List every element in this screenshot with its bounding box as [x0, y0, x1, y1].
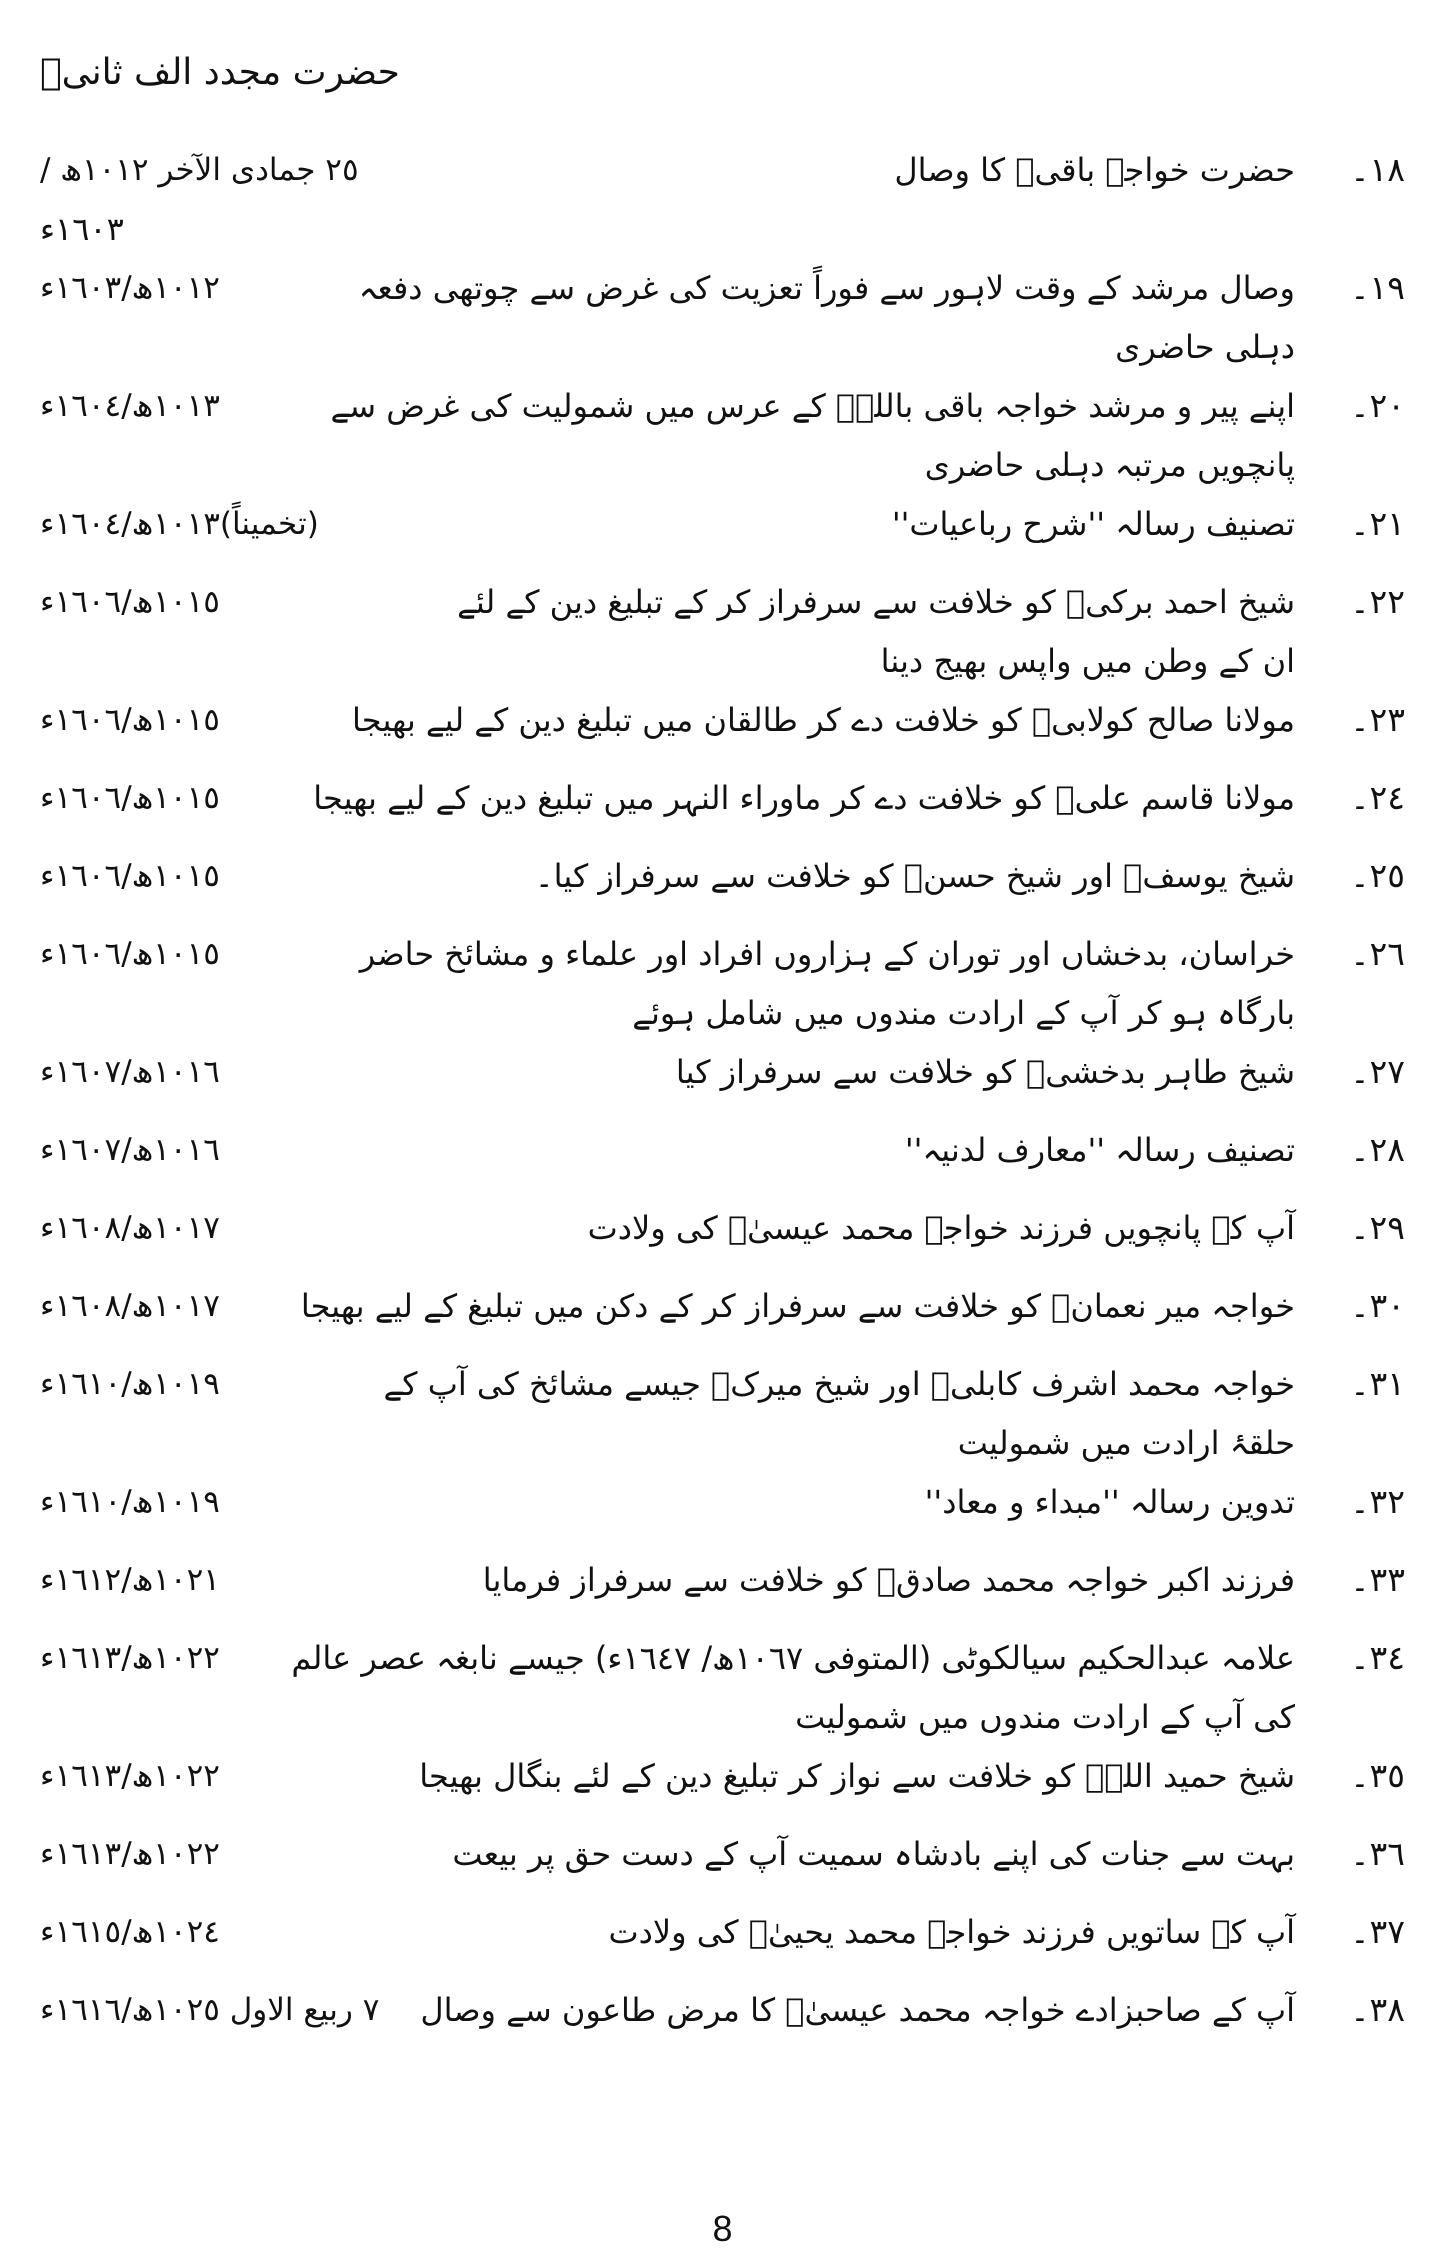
entry-continuation: ان کے وطن میں واپس بھیج دینا: [880, 642, 1295, 680]
entry-row: [40, 1550, 1295, 1610]
entry-row: [40, 1980, 1295, 2040]
entry-continuation: پانچویں مرتبہ دہلی حاضری: [924, 446, 1295, 484]
chronology-entry: [0, 1198, 1445, 1276]
chronology-entry: [0, 1472, 1445, 1550]
entry-event: شیخ احمد برکیؒ کو خلافت سے سرفراز کر کے تبلیغ دین کے لئے: [457, 583, 1295, 621]
chronology-entry: [0, 1902, 1445, 1980]
entry-number: ٣٦۔: [1350, 1834, 1405, 1873]
entry-date: ١٠١٥ھ/١٦٠٦ء: [40, 936, 220, 972]
entry-number: ٢٢۔: [1350, 582, 1405, 621]
entry-event: خواجہ میر نعمانؒ کو خلافت سے سرفراز کر کے دکن میں تبلیغ کے لیے بھیجا: [300, 1287, 1295, 1325]
entry-row: [40, 1042, 1295, 1102]
chronology-entry: [0, 1042, 1445, 1120]
entry-event: شیخ حمید اللہؒ کو خلافت سے نواز کر تبلیغ دین کے لئے بنگال بھیجا: [419, 1757, 1295, 1795]
chronology-entry: [0, 1354, 1445, 1472]
chronology-entry: [0, 494, 1445, 572]
entry-number: ٣٤۔: [1350, 1638, 1405, 1677]
chronology-entry: [0, 1746, 1445, 1824]
entry-date: ١٠١٦ھ/١٦٠٧ء: [40, 1054, 220, 1090]
chronology-entry: [0, 1120, 1445, 1198]
entry-event: علامہ عبدالحکیم سیالکوٹی (المتوفی ١٠٦٧ھ/ ١٦٤٧ء) جیسے نابغہ عصر عالم: [291, 1639, 1295, 1677]
entry-row: [40, 1354, 1295, 1414]
chronology-entry: [0, 690, 1445, 768]
entry-event: تصنیف رسالہ ''شرح رباعیات'': [891, 505, 1295, 543]
entry-row: [40, 1276, 1295, 1336]
chronology-entry: [0, 1824, 1445, 1902]
entry-date: ١٠١٥ھ/١٦٠٦ء: [40, 780, 220, 816]
entry-number: ٣٥۔: [1350, 1756, 1405, 1795]
entry-number: ٢٠۔: [1350, 386, 1405, 425]
entry-row: [40, 1902, 1295, 1962]
entry-row: [40, 494, 1295, 554]
entry-continuation: کی آپ کے ارادت مندوں میں شمولیت: [795, 1698, 1295, 1736]
entry-row: [40, 1472, 1295, 1532]
entry-date: ١٠٢٤ھ/١٦١٥ء: [40, 1914, 220, 1950]
entry-date: ١٠١٣ھ/١٦٠٤ء: [40, 388, 220, 424]
entry-event: حضرت خواجہ باقیؒ کا وصال: [894, 151, 1295, 189]
entry-date: ١٠٢٢ھ/١٦١٣ء: [40, 1758, 220, 1794]
entry-number: ١٨۔: [1350, 150, 1405, 189]
entry-date: ١٠١٥ھ/١٦٠٦ء: [40, 584, 220, 620]
entry-date: ١٠٢٢ھ/١٦١٣ء: [40, 1836, 220, 1872]
running-head: حضرت مجدد الف ثانیؒ: [40, 52, 400, 93]
entry-date-continuation: ١٦٠٣ء: [40, 210, 124, 248]
chronology-entry: [0, 1980, 1445, 2058]
entry-date: ١٠١٢ھ/١٦٠٣ء: [40, 270, 220, 306]
entry-row: [40, 690, 1295, 750]
entry-date: (تخمیناً)١٠١٣ھ/١٦٠٤ء: [40, 506, 319, 542]
entry-row: [40, 1628, 1295, 1688]
chronology-list: [0, 140, 1445, 2058]
entry-event: بہت سے جنات کی اپنے بادشاہ سمیت آپ کے دست حق پر بیعت: [452, 1835, 1295, 1873]
entry-number: ٣٢۔: [1350, 1482, 1405, 1521]
entry-number: ٢٣۔: [1350, 700, 1405, 739]
entry-event: اپنے پیر و مرشد خواجہ باقی باللہؒ کے عرس میں شمولیت کی غرض سے: [330, 387, 1295, 425]
chronology-entry: [0, 1276, 1445, 1354]
entry-number: ٣١۔: [1350, 1364, 1405, 1403]
entry-row: [40, 1824, 1295, 1884]
entry-row: [40, 1120, 1295, 1180]
entry-number: ١٩۔: [1350, 268, 1405, 307]
chronology-entry: [0, 140, 1445, 258]
entry-date: ١٠١٧ھ/١٦٠٨ء: [40, 1288, 220, 1324]
entry-number: ٢١۔: [1350, 504, 1405, 543]
entry-date: ١٠١٥ھ/١٦٠٦ء: [40, 858, 220, 894]
chronology-entry: [0, 1628, 1445, 1746]
entry-date: ٧ ربیع الاول ١٠٢٥ھ/١٦١٦ء: [40, 1992, 380, 2028]
entry-event: آپ کے پانچویں فرزند خواجہ محمد عیسیٰؒ کی ولادت: [587, 1209, 1295, 1247]
chronology-entry: [0, 258, 1445, 376]
entry-row: [40, 846, 1295, 906]
entry-row: [40, 768, 1295, 828]
entry-number: ٢٥۔: [1350, 856, 1405, 895]
entry-event: وصال مرشد کے وقت لاہور سے فوراً تعزیت کی غرض سے چوتھی دفعہ: [358, 269, 1295, 307]
entry-row: [40, 258, 1295, 318]
entry-event: تصنیف رسالہ ''معارف لدنیہ'': [904, 1131, 1295, 1169]
entry-event: خراسان، بدخشاں اور توران کے ہزاروں افراد اور علماء و مشائخ حاضر: [359, 935, 1295, 973]
entry-number: ٢٧۔: [1350, 1052, 1405, 1091]
entry-number: ٣٣۔: [1350, 1560, 1405, 1599]
chronology-entry: [0, 924, 1445, 1042]
entry-event: تدوین رسالہ ''مبداء و معاد'': [924, 1483, 1295, 1521]
chronology-entry: [0, 846, 1445, 924]
chronology-entry: [0, 768, 1445, 846]
entry-date: ١٠٢١ھ/١٦١٢ء: [40, 1562, 220, 1598]
entry-date: ١٠١٥ھ/١٦٠٦ء: [40, 702, 220, 738]
entry-number: ٣٨۔: [1350, 1990, 1405, 2029]
entry-event: مولانا قاسم علیؒ کو خلافت دے کر ماوراء النہر میں تبلیغ دین کے لیے بھیجا: [313, 779, 1295, 817]
entry-event: فرزند اکبر خواجہ محمد صادقؒ کو خلافت سے سرفراز فرمایا: [482, 1561, 1295, 1599]
entry-date: ٢٥ جمادی الآخر ١٠١٢ھ /: [40, 152, 359, 188]
entry-number: ٢٩۔: [1350, 1208, 1405, 1247]
entry-number: ٣٠۔: [1350, 1286, 1405, 1325]
entry-continuation: حلقۂ ارادت میں شمولیت: [957, 1424, 1295, 1462]
chronology-entry: [0, 572, 1445, 690]
entry-event: شیخ طاہر بدخشیؒ کو خلافت سے سرفراز کیا: [675, 1053, 1295, 1091]
entry-event: آپ کے ساتویں فرزند خواجہ محمد یحییٰؒ کی ولادت: [608, 1913, 1295, 1951]
entry-number: ٢٨۔: [1350, 1130, 1405, 1169]
entry-date: ١٠١٦ھ/١٦٠٧ء: [40, 1132, 220, 1168]
entry-continuation: بارگاہ ہو کر آپ کے ارادت مندوں میں شامل ہوئے: [632, 994, 1295, 1032]
entry-row: [40, 1746, 1295, 1806]
entry-date: ١٠٢٢ھ/١٦١٣ء: [40, 1640, 220, 1676]
entry-date: ١٠١٩ھ/١٦١٠ء: [40, 1484, 220, 1520]
entry-event: شیخ یوسفؒ اور شیخ حسنؒ کو خلافت سے سرفراز کیا۔: [534, 857, 1295, 895]
entry-number: ٢٦۔: [1350, 934, 1405, 973]
page-number: 8: [712, 2208, 733, 2249]
entry-row: [40, 1198, 1295, 1258]
entry-row: [40, 572, 1295, 632]
entry-row: [40, 924, 1295, 984]
entry-date: ١٠١٩ھ/١٦١٠ء: [40, 1366, 220, 1402]
entry-row: [40, 376, 1295, 436]
entry-continuation: دہلی حاضری: [1115, 328, 1295, 366]
entry-event: آپ کے صاحبزادے خواجہ محمد عیسیٰؒ کا مرض طاعون سے وصال: [420, 1991, 1295, 2029]
entry-row: [40, 140, 1295, 200]
entry-event: مولانا صالح کولابیؒ کو خلافت دے کر طالقان میں تبلیغ دین کے لیے بھیجا: [352, 701, 1295, 739]
chronology-entry: [0, 1550, 1445, 1628]
entry-number: ٣٧۔: [1350, 1912, 1405, 1951]
entry-number: ٢٤۔: [1350, 778, 1405, 817]
chronology-entry: [0, 376, 1445, 494]
entry-event: خواجہ محمد اشرف کابلیؒ اور شیخ میرکؒ جیسے مشائخ کی آپ کے: [383, 1365, 1295, 1403]
entry-date: ١٠١٧ھ/١٦٠٨ء: [40, 1210, 220, 1246]
